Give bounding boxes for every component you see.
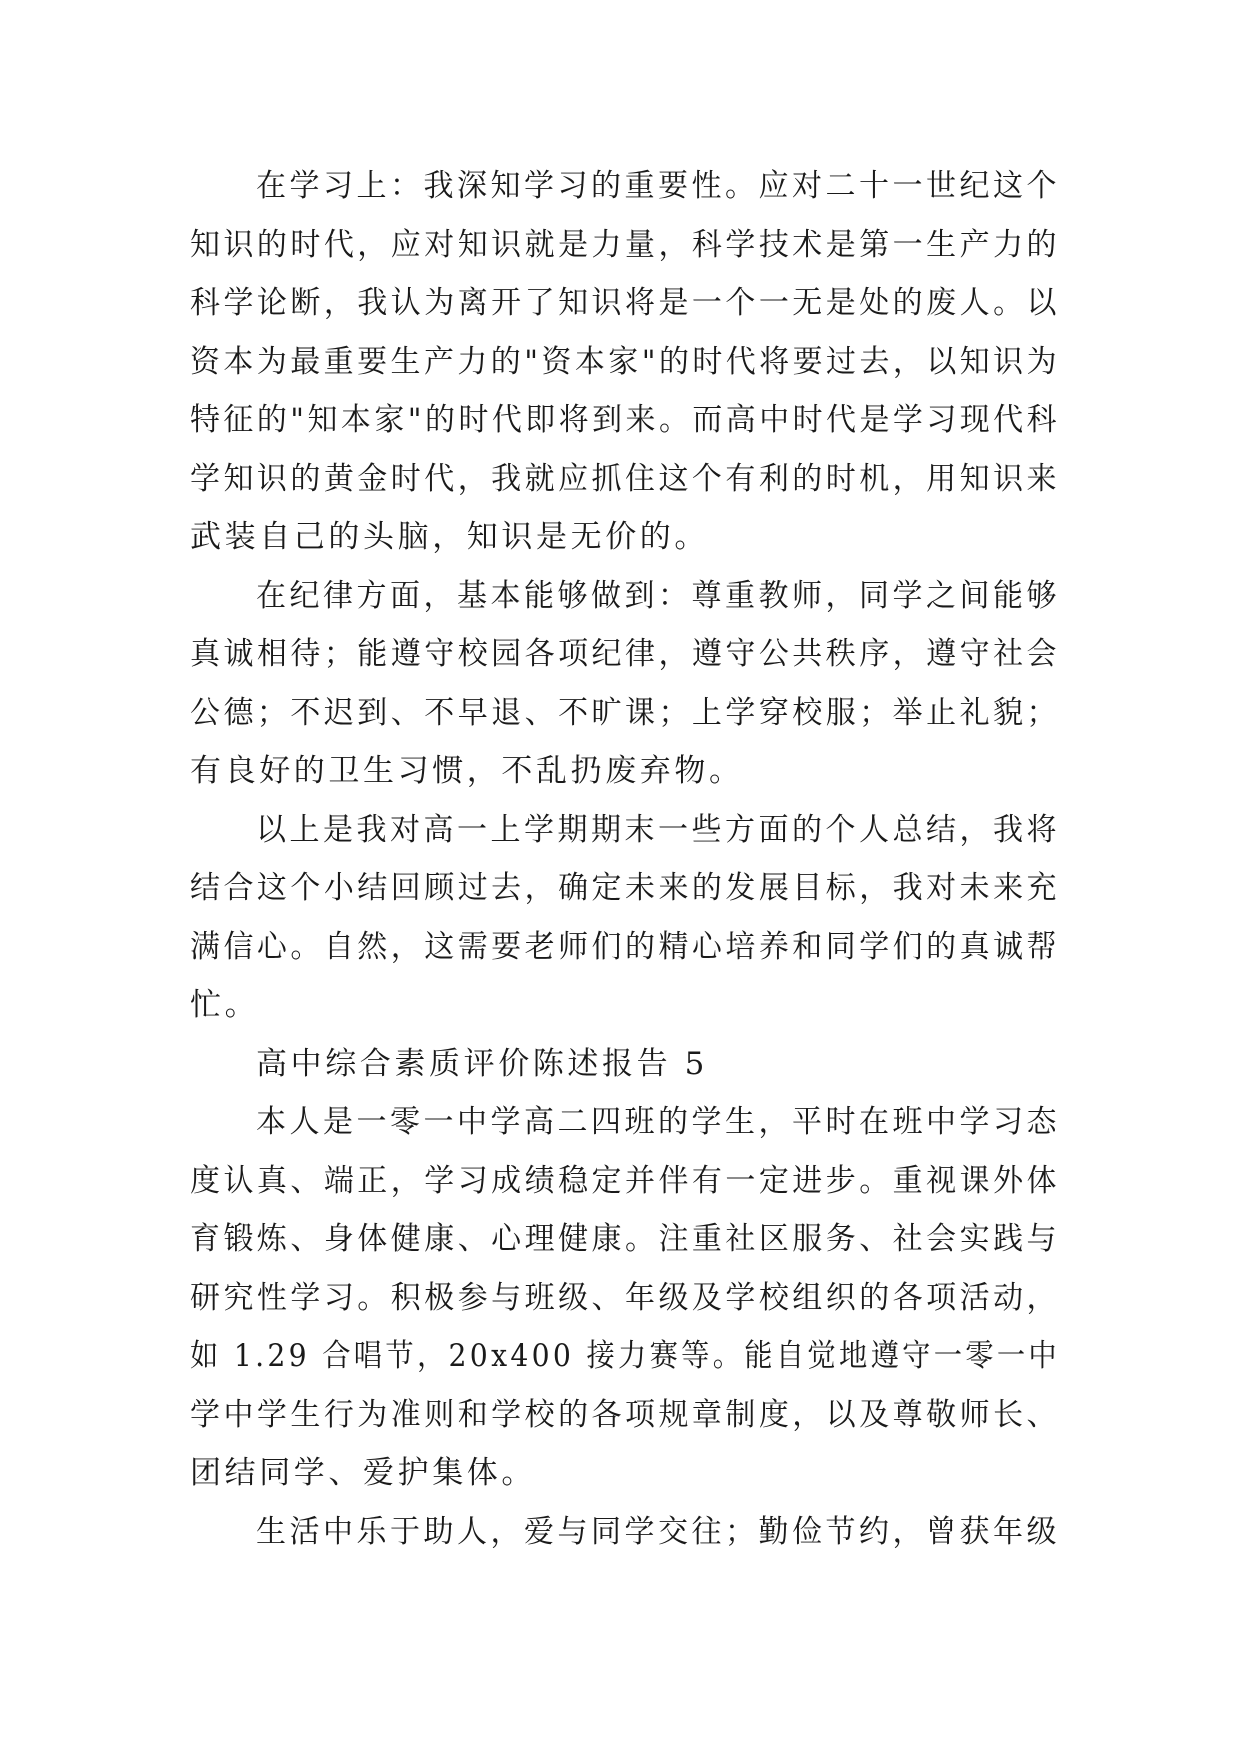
paragraph-line: 在学习上：我深知学习的重要性。应对二十一世纪这个 [256,168,1060,204]
paragraph-line: 结合这个小结回顾过去，确定未来的发展目标，我对未来充 [190,870,1060,906]
document-body [190,157,1060,1561]
paragraph-line: 生活中乐于助人，爱与同学交往；勤俭节约，曾获年级 [256,1513,1060,1550]
paragraph-line: 团结同学、爱护集体。 [190,1455,536,1491]
paragraph-line: 在纪律方面，基本能够做到：尊重教师，同学之间能够 [256,577,1060,614]
paragraph-line: 知识的时代，应对知识就是力量，科学技术是第一生产力的 [190,226,1060,263]
paragraph-line: 如 1.29 合唱节，20x400 接力赛等。能自觉地遵守一零一中 [190,1338,1060,1374]
paragraph-line: 满信心。自然，这需要老师们的精心培养和同学们的真诚帮 [190,928,1060,965]
paragraph-line: 特征的"知本家"的时代即将到来。而高中时代是学习现代科 [190,402,1060,438]
paragraph-line: 忙。 [190,987,260,1023]
paragraph-line: 科学论断，我认为离开了知识将是一个一无是处的废人。以 [190,285,1060,321]
paragraph-line: 学中学生行为准则和学校的各项规章制度，以及尊敬师长、 [190,1396,1060,1433]
paragraph-line: 本人是一零一中学高二四班的学生，平时在班中学习态 [256,1104,1060,1140]
paragraph-line: 真诚相待；能遵守校园各项纪律，遵守公共秩序，遵守社会 [190,636,1060,672]
section-heading: 高中综合素质评价陈述报告 5 [256,1045,708,1082]
paragraph-line: 研究性学习。积极参与班级、年级及学校组织的各项活动， [190,1279,1060,1316]
paragraph-line: 资本为最重要生产力的"资本家"的时代将要过去，以知识为 [190,343,1060,380]
paragraph-line: 以上是我对高一上学期期末一些方面的个人总结，我将 [256,811,1060,848]
paragraph-line: 育锻炼、身体健康、心理健康。注重社区服务、社会实践与 [190,1221,1060,1257]
paragraph-line: 学知识的黄金时代，我就应抓住这个有利的时机，用知识来 [190,460,1060,497]
paragraph-line: 度认真、端正，学习成绩稳定并伴有一定进步。重视课外体 [190,1162,1060,1199]
paragraph-line: 武装自己的头脑，知识是无价的。 [190,519,709,555]
paragraph-line: 有良好的卫生习惯，不乱扔废弃物。 [190,753,744,789]
paragraph-line: 公德；不迟到、不早退、不旷课；上学穿校服；举止礼貌； [190,694,1060,731]
